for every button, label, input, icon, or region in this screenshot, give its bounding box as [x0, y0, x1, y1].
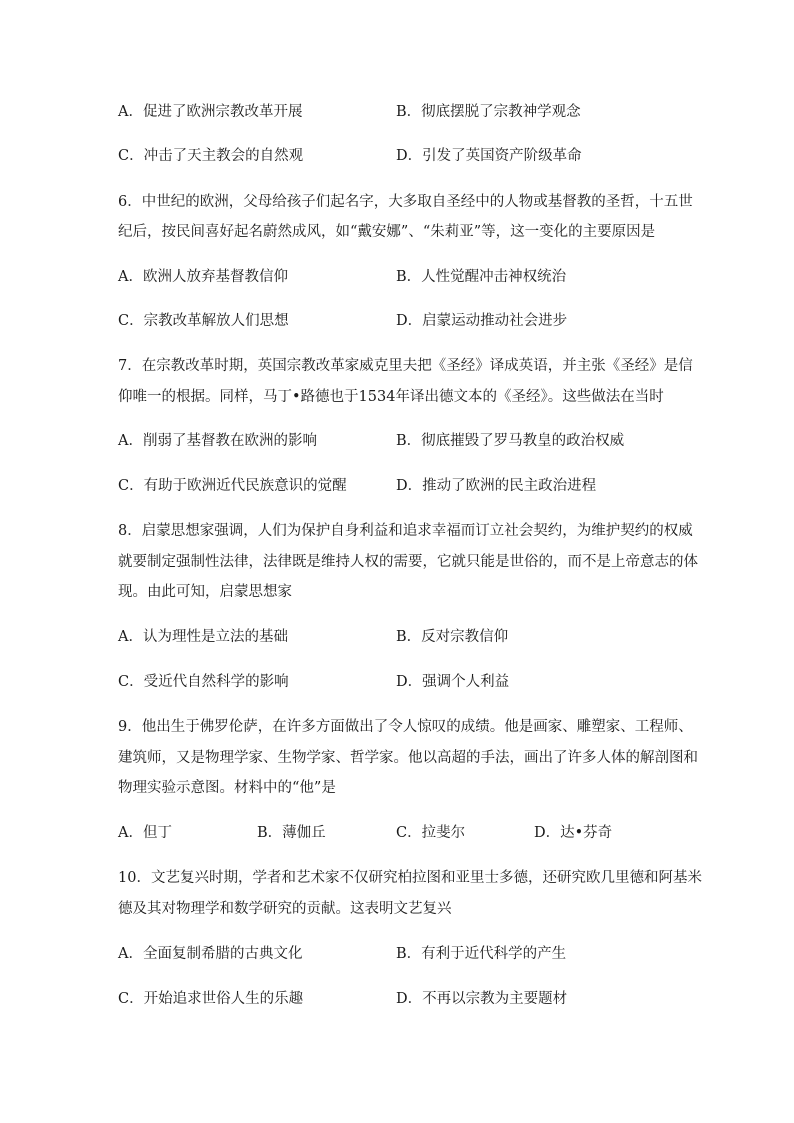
q7-option-d: D．推动了欧洲的民主政治进程: [396, 478, 597, 494]
q10-stem-line-1: 10．文艺复兴时期，学者和艺术家不仅研究柏拉图和亚里士多德，还研究欧几里德和阿基米: [118, 870, 702, 886]
q9-option-b: B．薄伽丘: [257, 825, 326, 841]
q8-option-c: C．受近代自然科学的影响: [118, 674, 289, 690]
q8-option-b: B．反对宗教信仰: [396, 629, 509, 645]
q8-option-a: A．认为理性是立法的基础: [118, 629, 288, 645]
q5-option-d: D．引发了英国资产阶级革命: [396, 148, 582, 164]
q8-stem-line-2: 就要制定强制性法律，法律既是维持人权的需要，它就只能是世俗的，而不是上帝意志的体: [118, 554, 698, 570]
q8-stem-line-3: 现。由此可知，启蒙思想家: [118, 584, 292, 600]
q7-option-c: C．有助于欧洲近代民族意识的觉醒: [118, 478, 347, 494]
q9-option-a: A．但丁: [118, 825, 172, 841]
q6-option-c: C．宗教改革解放人们思想: [118, 313, 289, 329]
q6-stem-line-2: 纪后，按民间喜好起名蔚然成风，如“戴安娜”、“朱莉亚”等，这一变化的主要原因是: [118, 224, 656, 240]
q10-option-c: C．开始追求世俗人生的乐趣: [118, 991, 304, 1007]
q10-stem-line-2: 德及其对物理学和数学研究的贡献。这表明文艺复兴: [118, 901, 452, 917]
q7-stem-line-1: 7．在宗教改革时期，英国宗教改革家威克里夫把《圣经》译成英语，并主张《圣经》是信: [118, 358, 693, 374]
q9-stem-line-3: 物理实验示意图。材料中的“他”是: [118, 780, 336, 796]
q6-option-b: B．人性觉醒冲击神权统治: [396, 269, 567, 285]
q7-option-b: B．彻底摧毁了罗马教皇的政治权威: [396, 433, 625, 449]
q10-option-d: D．不再以宗教为主要题材: [396, 991, 568, 1007]
q6-option-d: D．启蒙运动推动社会进步: [396, 313, 568, 329]
q5-option-a: A．促进了欧洲宗教改革开展: [118, 104, 303, 120]
q10-option-b: B．有利于近代科学的产生: [396, 946, 567, 962]
q8-stem-line-1: 8．启蒙思想家强调，人们为保护自身利益和追求幸福而订立社会契约，为维护契约的权威: [118, 523, 693, 539]
q7-stem-line-2: 仰唯一的根据。同样，马丁•路德也于1534年译出德文本的《圣经》。这些做法在当时: [118, 389, 664, 405]
q10-option-a: A．全面复制希腊的古典文化: [118, 946, 303, 962]
q9-stem-line-2: 建筑师，又是物理学家、生物学家、哲学家。他以高超的手法，画出了许多人体的解剖图和: [118, 750, 698, 766]
q9-option-c: C．拉斐尔: [396, 825, 466, 841]
q9-stem-line-1: 9．他出生于佛罗伦萨，在许多方面做出了令人惊叹的成绩。他是画家、雕塑家、工程师、: [118, 719, 693, 735]
q6-option-a: A．欧洲人放弃基督教信仰: [118, 269, 288, 285]
q7-option-a: A．削弱了基督教在欧洲的影响: [118, 433, 317, 449]
q8-option-d: D．强调个人利益: [396, 674, 510, 690]
q6-stem-line-1: 6．中世纪的欧洲，父母给孩子们起名字，大多取自圣经中的人物或基督教的圣哲，十五世: [118, 194, 693, 210]
q5-option-b: B．彻底摆脱了宗教神学观念: [396, 104, 581, 120]
q9-option-d: D．达•芬奇: [534, 825, 613, 841]
q5-option-c: C．冲击了天主教会的自然观: [118, 148, 304, 164]
